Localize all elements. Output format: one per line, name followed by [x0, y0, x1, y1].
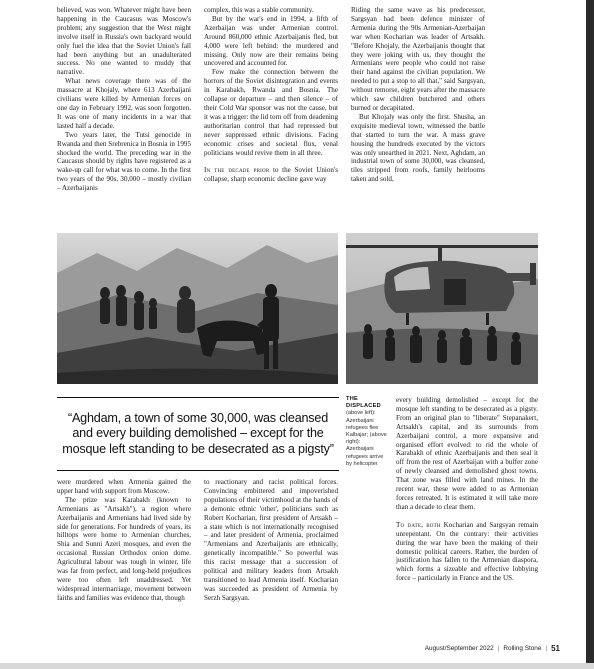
issue-date: August/September 2022 [424, 645, 494, 652]
paragraph: But Khojaly was only the first. Shusha, an exquisite medieval town, witnessed the battle that started to turn the war. A mass grave housing the hundreds executed by the victors was only unearthed in 2021. Next, Aghdam, an industrial town of some 30,000, was cleansed, tiles stripped from roofs, family heirlooms taken and sold, [351, 112, 485, 184]
page-number: 51 [551, 644, 560, 653]
paragraph-text: to the Soviet Union's collapse, sharp economic decline gave way [204, 166, 338, 184]
article-column-3-bottom [396, 396, 538, 583]
paragraph: The prize was Karabakh (known to Armenians as "Artsakh"), a region where Azerbaijanis and Armenians had lived side by side for generations. For hundreds of years, its hilltops were home to Armenian churches, Shia and Sunni Azeri mosques, and even the occasional Russian Orthodox onion dome. Agricultural labour was tough in winter, life was far from perfect, and long-held prejudices were too often left unaddressed. Yet widespread intermarriage, movement between faiths and families was evidence that, though [57, 495, 191, 602]
refugees-photo [57, 233, 338, 384]
paragraph: Few make the connection between the horrors of the Soviet disintegration and events in Karabakh, Rwanda and Bosnia. The collapse or departure – and then silence – of their Cold War sponsor was not the cause, but it was a trigger: the lid torn off from deadening authoritarian control that had repressed but never suppressed ethnic divisions. Facing economic crises and societal flux, venal politicians would revive them in all three. [204, 68, 338, 157]
magazine-name: Rolling Stone [503, 645, 542, 652]
section-lead-in: To date, both [396, 520, 441, 529]
caption-body: (above left): Azerbaijani refugees flee Kalbajar; (above right): Azerbaijani refugees arrive by helicopter [346, 410, 387, 467]
paragraph: believed, was won. Whatever might have been happening in the Caucasus was Moscow's problem; any suggestion that the West might involve itself in Russia's own backyard would only fuel the idea that the Soviet Union's fall had been anything but an unadulterated success. No one wanted to muddy that narrative. [57, 6, 191, 77]
article-column-1-bottom [57, 478, 191, 603]
paragraph: But by the war's end in 1994, a fifth of Azerbaijan was under Armenian control. Around 860,000 ethnic Azerbaijanis fled, but 4,000 were left behind: the murdered and missing. Only now are their remains being uncovered and accounted for. [204, 14, 338, 68]
pull-quote [57, 397, 339, 471]
article-column-2-bottom [204, 478, 338, 603]
paragraph [204, 166, 338, 184]
helicopter-photo-image [346, 233, 538, 384]
refugees-photo-image [57, 233, 338, 384]
paragraph: complex, this was a stable community. [204, 6, 314, 14]
paragraph: every building demolished – except for the mosque left standing to be desecrated as a pigsty. From an original plan to "liberate" Stepanakert, Artsakh's capital, and its surrounds from Azerbaijani control, a more expansive and organised effort evolved: to rid the whole of Karabakh of ethnic Azerbaijanis and then seal it off from the rest of Azerbaijan with a buffer zone of newly cleansed and demolished ghost towns. That zone was filled with land mines. In the recent war, these were added to as Armenian forces retreated. It is estimated it will take more than a decade to clear them. [396, 396, 538, 511]
page-bottom-edge [0, 663, 594, 669]
article-column-2-top [204, 6, 338, 184]
article-column-1-top [57, 6, 191, 193]
caption-title: THE DISPLACED [346, 396, 382, 410]
pull-quote-text: “Aghdam, a town of some 30,000, was cleansed and every building demolished – except for the mosque left standing to be desecrated as a pigsty” [62, 411, 334, 456]
footer-separator: | [545, 645, 548, 652]
paragraph-text: Kocharian and Sargsyan remain unrepentant. On the contrary: their activities during the war have been the making of their domestic political careers. Rather, the burden of justification has fallen to the Armenian diaspora, which forms a sizeable and effective lobbying force – particularly in France and the US. [396, 520, 538, 583]
paragraph: What news coverage there was of the massacre at Khojaly, where 613 Azerbaijani civilians were killed by Armenian forces on one day in February 1992, was soon forgotten. It was one of many incidents in a war that lasted half a decade. [57, 77, 191, 130]
paragraph: to reactionary and racist political forces. Convincing embittered and impoverished populations of their victimhood at the hands of a demonic ethnic 'other', politicians such as Robert Kocharian, first president of Artsakh – a state which is not internationally recognised – and later president of Armenia, proclaimed "Armenians and Azerbaijanis are ethnically, genetically incompatible." So powerful was this racist message that a succession of political and military leaders from Artsakh transitioned to lead Armenia itself. Kocharian was succeeded as president of Armenia by Serzh Sargsyan. [204, 478, 338, 602]
article-column-3-top [351, 6, 485, 184]
paragraph: Two years later, the Tutsi genocide in Rwanda and then Srebrenica in Bosnia in 1995 shocked the world. The preceding war in the Caucasus should by rights have registered as a wake-up call for what was to come. In the first two years of the 90s, 30,000 – mostly civilian – Azerbaijanis [57, 130, 191, 193]
helicopter-photo [346, 233, 538, 384]
footer-separator: | [497, 645, 500, 652]
page-footer [425, 644, 560, 653]
paragraph: Riding the same wave as his predecessor, Sargsyan had been defence minister of Armenia during the 90s Armenian-Azerbaijan war when Kocharian was leader of Artsakh. "Before Khojaly, the Azerbaijanis thought that they were joking with us, they thought the Armenians were people who could not raise their hand against the civilian population. We needed to put a stop to all that," said Sargsyan, without remorse, eight years after the massacre which saw children butchered and others burned or decapitated. [351, 6, 485, 112]
page-edge-shadow [586, 0, 594, 669]
paragraph: were murdered when Armenia gained the upper hand with support from Moscow. [57, 478, 191, 495]
photo-caption [346, 396, 388, 468]
section-lead-in: In the decade prior [204, 166, 270, 175]
paragraph [396, 521, 538, 583]
